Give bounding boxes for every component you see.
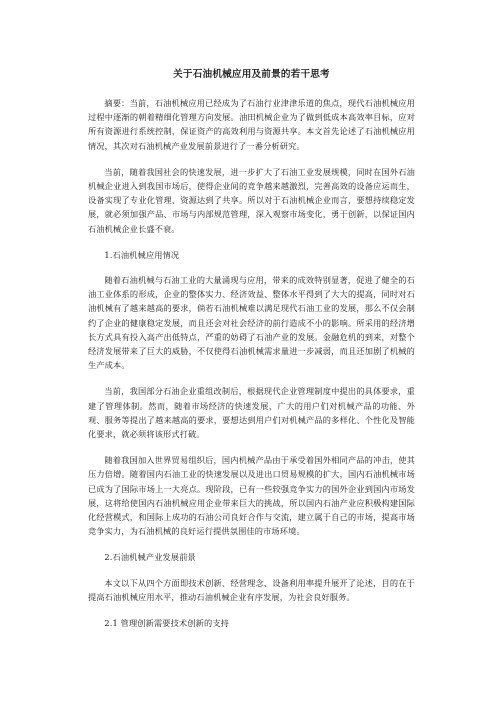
section-heading-1: 1.石油机械应用情况 bbox=[104, 249, 180, 260]
intro-paragraph: 当前，随着我国社会的快速发展，进一步扩大了石油工业发展规模，同时在国外石油机械企业进入到我国市场后，使得企业间的竞争越来越激烈，完善高效的设备应运而生，设备实现了专业化管理、资源达到了共享。所以对于石油机械企业而言，要想持续稳定发展，就必须加强产品、市场与内部规范管理，深入观察市场变化，勇于创新，以保证国内石油机械企业长盛不衰。 bbox=[88, 166, 415, 234]
document-title: 关于石油机械应用及前景的若干思考 bbox=[173, 69, 330, 80]
subsection-heading-2-1: 2.1 管理创新需要技术创新的支持 bbox=[104, 618, 230, 629]
abstract-paragraph: 摘要：当前，石油机械应用已经成为了石油行业津津乐道的焦点，现代石油机械应用过程中逐渐的朝着精细化管理方向发展。油田机械企业为了做到低成本高效率目标，应对所有资源进行系统控制，保证资产的高效利用与资源共享。本文首先论述了石油机械应用情况，其次对石油机械产业发展前景进行了一番分析研究。 bbox=[88, 98, 415, 151]
body-paragraph: 本文以下从四个方面即技术创新、经营理念、设备利用率提升展开了论述，目的在于提高石油机械应用水平，推动石油机械企业有序发展，为社会良好服务。 bbox=[88, 577, 415, 602]
body-paragraph: 当前，我国部分石油企业重组改制后，根据现代企业管理制度中提出的具体要求，重建了管理体制。然而，随着市场经济的快速发展，广大的用户们对机械产品的功能、外观、服务等提出了越来越高的要求，要想达到用户们对机械产品的多样化、个性化及智能化要求，就必须将该形式打破。 bbox=[88, 386, 415, 440]
body-paragraph: 随着我国加入世界贸易组织后，国内机械产品由于承受着国外相同产品的冲击，使其压力倍增。随着国内石油工业的快速发展以及进出口贸易规模的扩大，国内石油机械市场已成为了国际市场上一大亮点。现阶段，已有一些较强竞争实力的国外企业到国内市场发展，这将给使国内石油机械应用企业带来巨大的挑战，所以国内石油产业应积极构建国际化经营模式，和国际上成功的石油公司良好合作与交流，建立属于自己的市场，提高市场竞争实力，为石油机械的良好运行提供氛围佳的市场环境。 bbox=[88, 455, 415, 537]
body-paragraph: 随着石油机械与石油工业的大量涌现与应用，带来的成效特别显著，促进了健全的石油工业体系的形成，企业的整体实力、经济效益、整体水平得到了大大的提高，同时对石油机械有了越来越高的要求，倘若石油机械难以满足现代石油工业的发展，那么不仅会制约了企业的健康稳定发展，而且还会对社会经济的前行造成不小的影响。所采用的经济增长方式具有投入高产出低特点，严重的妨碍了石油产业的发展。金融危机的到来，对整个经济发展带来了巨大的威胁，不仅使得石油机械需求量进一步减弱，而且还加剧了机械的生产成本。 bbox=[88, 275, 415, 371]
section-heading-2: 2.石油机械产业发展前景 bbox=[104, 552, 196, 563]
